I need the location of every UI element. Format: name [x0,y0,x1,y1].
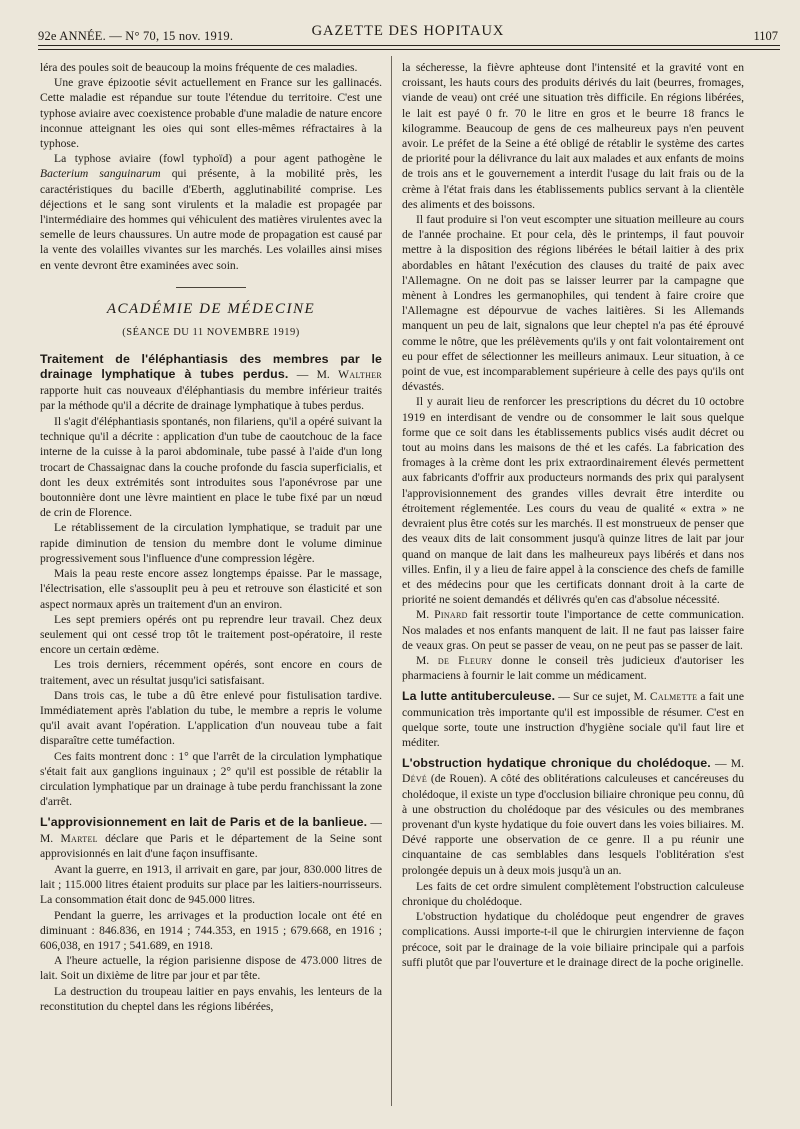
paragraph: Mais la peau reste encore assez longtemps épaisse. Par le massage, l'électrisation, elle s'assouplit peu à peu et retrouve son élasticité et son aspect normaux après un traitement d'un an environ. [40,567,382,611]
session-date: (SÉANCE DU 11 NOVEMBRE 1919) [122,327,300,339]
section-rule [176,287,246,288]
paragraph: la sécheresse, la fièvre aphteuse dont l'intensité et la gravité vont en croissant, les hauts cours des produits dérivés du lait (beurres, fromages, viande de veau) ont créé une situation très difficile. En régions libérées, le lait est payé 0 fr. 70 le litre en gros et le beurre 18 francs le kilogramme. Beaucoup de gens de ces malheureux pays n'en peuvent avoir. Le préfet de la Seine a été obligé de rétablir le système des cartes de priorité pour la délivrance du lait aux malades et aux enfants de moins de trois ans et le gouvernement a interdit l'usage du lait frais ou de la crème à l'état frais dans les établissements publics servant à la clientèle des aliments et des boissons. [402,61,744,211]
paragraph: M. Pinard fait ressortir toute l'importance de cette communication. Nos malades et nos enfants manquent de lait. Il ne faut pas laisser faire de veaux gras. On peut se passer de veau, on ne peut pas se passer de lait. [402,608,744,652]
paragraph: Il faut produire si l'on veut escompter une situation meilleure au cours de l'année prochaine. Et pour cela, dès le printemps, il faut pouvoir mettre à la disposition des régions libérées le bétail laitier à des prix abordables en hâtant l'exécution des clauses du traité de paix avec l'Allemagne. On ne doit pas se laisser leurrer par la campagne que mènent à Londres les germanophiles, qui tendent à faire croire que l'Allemagne est dépourvue de vaches laitières. Si les Allemands manquent un peu de lait, signalons que leur cheptel n'a pas été éprouvé comme le nôtre, que les prélèvements qu'ils y ont fait volontairement ont eu pour effet de sélectionner les meilleurs animaux. Leur situation, à ce point de vue, est incomparablement supérieure à celle des pays qu'ils ont dévastés. [402,213,744,394]
paragraph: Il s'agit d'éléphantiasis spontanés, non filariens, qu'il a opéré suivant la technique qu'il a décrite : application d'un tube de caoutchouc de la face interne de la cuisse à la paroi abdominale, tube passé à l'aide d'un long trocart de Chassaignac dans la couche profonde du fascia superficialis, et dont les deux extrémités sont introduites sous l'aponévrose par une boutonnière dont une lèvre maintient en place le tube fixé par un nœud de crin de Florence. [40,415,382,520]
author-name: Dévé [402,772,428,786]
header-rule-top [38,45,780,46]
issue-info: 92e ANNÉE. — N° 70, 15 nov. 1919. [38,29,234,43]
paragraph: Avant la guerre, en 1913, il arrivait en gare, par jour, 830.000 litres de lait ; 115.000 litres étaient produits sur place par les laitiers-nourrisseurs. La consommation était donc de 945.000 litres. [40,862,382,907]
author-name: Calmette [649,690,698,704]
article-milk-supply: L'approvisionnement en lait de Paris et de la banlieue. — M. Martel déclare que Paris et le département de la Seine sont approvisionnés en lait d'une façon insuffisante. [40,815,382,860]
paragraph: Ces faits montrent donc : 1° que l'arrêt de la circulation lymphatique s'était fait aux ganglions inguinaux ; 2° qu'il est possible de rétablir la circulation lymphatique par un drainage à tube perdu franchissant la zone d'arrêt. [40,749,382,809]
article-hydatid-obstruction: L'obstruction hydatique chronique du cholédoque. — M. Dévé (de Rouen). A côté des oblitérations calculeuses et cancéreuses du cholédoque, il existe un type d'occlusion biliaire chronique peu connu, dû à une obstruction du cholédoque par des vésicules ou des membranes provenant d'un kyste hydatique du foie ouvert dans les voies biliaires. M. Dévé rapporte une observation de ce genre. Il a pu réunir une cinquantaine de cas semblables dans lesquels l'oblitération s'est prolongée depuis un à deux mois jusqu'à un an. [402,756,744,877]
paragraph: Les faits de cet ordre simulent complètement l'obstruction calculeuse chronique du cholédoque. [402,879,744,908]
paragraph: M. de Fleury donne le conseil très judicieux d'autoriser les pharmaciens à fournir le lait comme un médicament. [402,653,744,683]
column-divider [391,56,392,1106]
paragraph: A l'heure actuelle, la région parisienne dispose de 473.000 litres de lait. Soit un dixième de litre par jour et par tête. [40,954,382,983]
paragraph: léra des poules soit de beaucoup la moins fréquente de ces maladies. [40,61,358,74]
article-title: La lutte antituberculeuse. [402,689,556,704]
left-column [40,60,382,1100]
article-tuberculosis: La lutte antituberculeuse. — Sur ce sujet, M. Calmette a fait une communication très importante qu'il est impossible de résumer. C'est en quelque sorte, toute une instruction d'hygiène sociale qu'il faut lire et méditer. [402,689,744,749]
paragraph: Le rétablissement de la circulation lymphatique, se traduit par une rapide diminution de tension du membre dont le volume diminue progressivement sous l'influence d'une compression légère. [40,521,382,565]
author-name: Martel [60,831,98,845]
paragraph: Une grave épizootie sévit actuellement en France sur les gallinacés. Cette maladie est répandue sur toute l'étendue du territoire. C'est une typhose aviaire avec coexistence probable d'une maladie de nature encore inconnue atteignant les oies qui sont elles-mêmes réfractaires à la typhose. [40,76,382,151]
article-title: L'approvisionnement en lait de Paris et de la banlieue. [40,815,368,830]
paragraph: Dans trois cas, le tube a dû être enlevé pour fistulisation tardive. Immédiatement après l'ablation du tube, le membre a repris le volume qu'il avait avant l'opération. L'application d'un nouveau tube a fait disparaître cette tuméfaction. [40,688,382,748]
species-name: Bacterium sanguinarum [40,167,161,181]
article-elephantiasis: Traitement de l'éléphantiasis des membres par le drainage lymphatique à tubes perdus. — M. Walther rapporte huit cas nouveaux d'éléphantiasis du membre inférieur traités par la méthode qu'il a décrite de drainage lymphatique à tubes perdus. [40,352,382,412]
journal-title: GAZETTE DES HOPITAUX [311,23,505,39]
paragraph: Il y aurait lieu de renforcer les prescriptions du décret du 10 octobre 1919 en interdisant de vendre ou de consommer le lait sous quelque forme que ce soit dans les établissements publics visés audit décret ou tout au moins dans les maisons de thé et les cafés. La fabrication des fromages à la crème dont les prix extraordinairement élevés permettent aux fabricants d'offrir aux producteurs normands des prix qui paralysent l'approvisionnement des grandes villes devrait être interdite ou étroitement réglementée. Les cours du veau de qualité « extra » ne devraient plus être cotés sur les marchés. Il est monstrueux de penser que des veaux dits de lait consomment jusqu'à quinze litres de lait par jour quand on manque de lait dans les malheureux pays libérés et dans nos villes. Enfin, il y a lieu de faire appel à la conscience des chefs de famille et des médecins pour que les certificats donnant droit à la carte de priorité ne soient demandés et délivrés qu'en cas d'absolue nécessité. [402,395,744,607]
author-name: Walther [338,368,382,382]
paragraph: Pendant la guerre, les arrivages et la production locale ont été en diminuant : 846.836, en 1914 ; 744.353, en 1915 ; 679.668, en 1916 ; 606,038, en 1917 ; 541.689, en 1918. [40,908,382,952]
academy-section-heading [40,287,382,340]
article-title: L'obstruction hydatique chronique du cholédoque. [402,756,711,771]
right-column [402,60,744,1100]
header-rule-bottom [38,49,780,50]
paragraph: La destruction du troupeau laitier en pays envahis, les lenteurs de la reconstitution du cheptel dans les régions libérées, [40,984,382,1013]
paragraph: La typhose aviaire (fowl typhoïd) a pour agent pathogène le Bacterium sanguinarum qui présente, à la mobilité près, les caractéristiques du bacille d'Eberth, agglutinabilité comprise. Les déjections et le sang sont virulents et la maladie est propagée par l'intermédiaire des hommes qui véhiculent des matières virulentes avec la semelle de leurs chaussures. Un autre mode de propagation est causé par la vente des volailles vivantes sur les marchés. Les volailles ainsi mises en vente devront être examinées avec soin. [40,152,382,272]
paragraph: L'obstruction hydatique du cholédoque peut engendrer de graves complications. Aussi importe-t-il que le chirurgien intervienne de façon précoce, soit par le drainage de la voie biliaire principale qui a parfois suffi plutôt que par l'ouverture et le drainage direct de la poche originelle. [402,910,744,969]
paragraph: Les sept premiers opérés ont pu reprendre leur travail. Chez deux seulement qui ont cessé trop tôt le traitement post-opératoire, il reste encore un certain œdème. [40,612,382,657]
paragraph: Les trois derniers, récemment opérés, sont encore en cours de traitement, avec un résultat jusqu'ici satisfaisant. [40,658,382,687]
article-title: Traitement de l'éléphantiasis des membres par le drainage lymphatique à tubes perdus. [40,352,382,382]
author-name: de Fleury [437,653,493,667]
author-name: Pinard [434,608,468,622]
academy-title: ACADÉMIE DE MÉDECINE [106,300,316,317]
running-header [38,18,778,44]
page-number: 1107 [753,29,778,43]
